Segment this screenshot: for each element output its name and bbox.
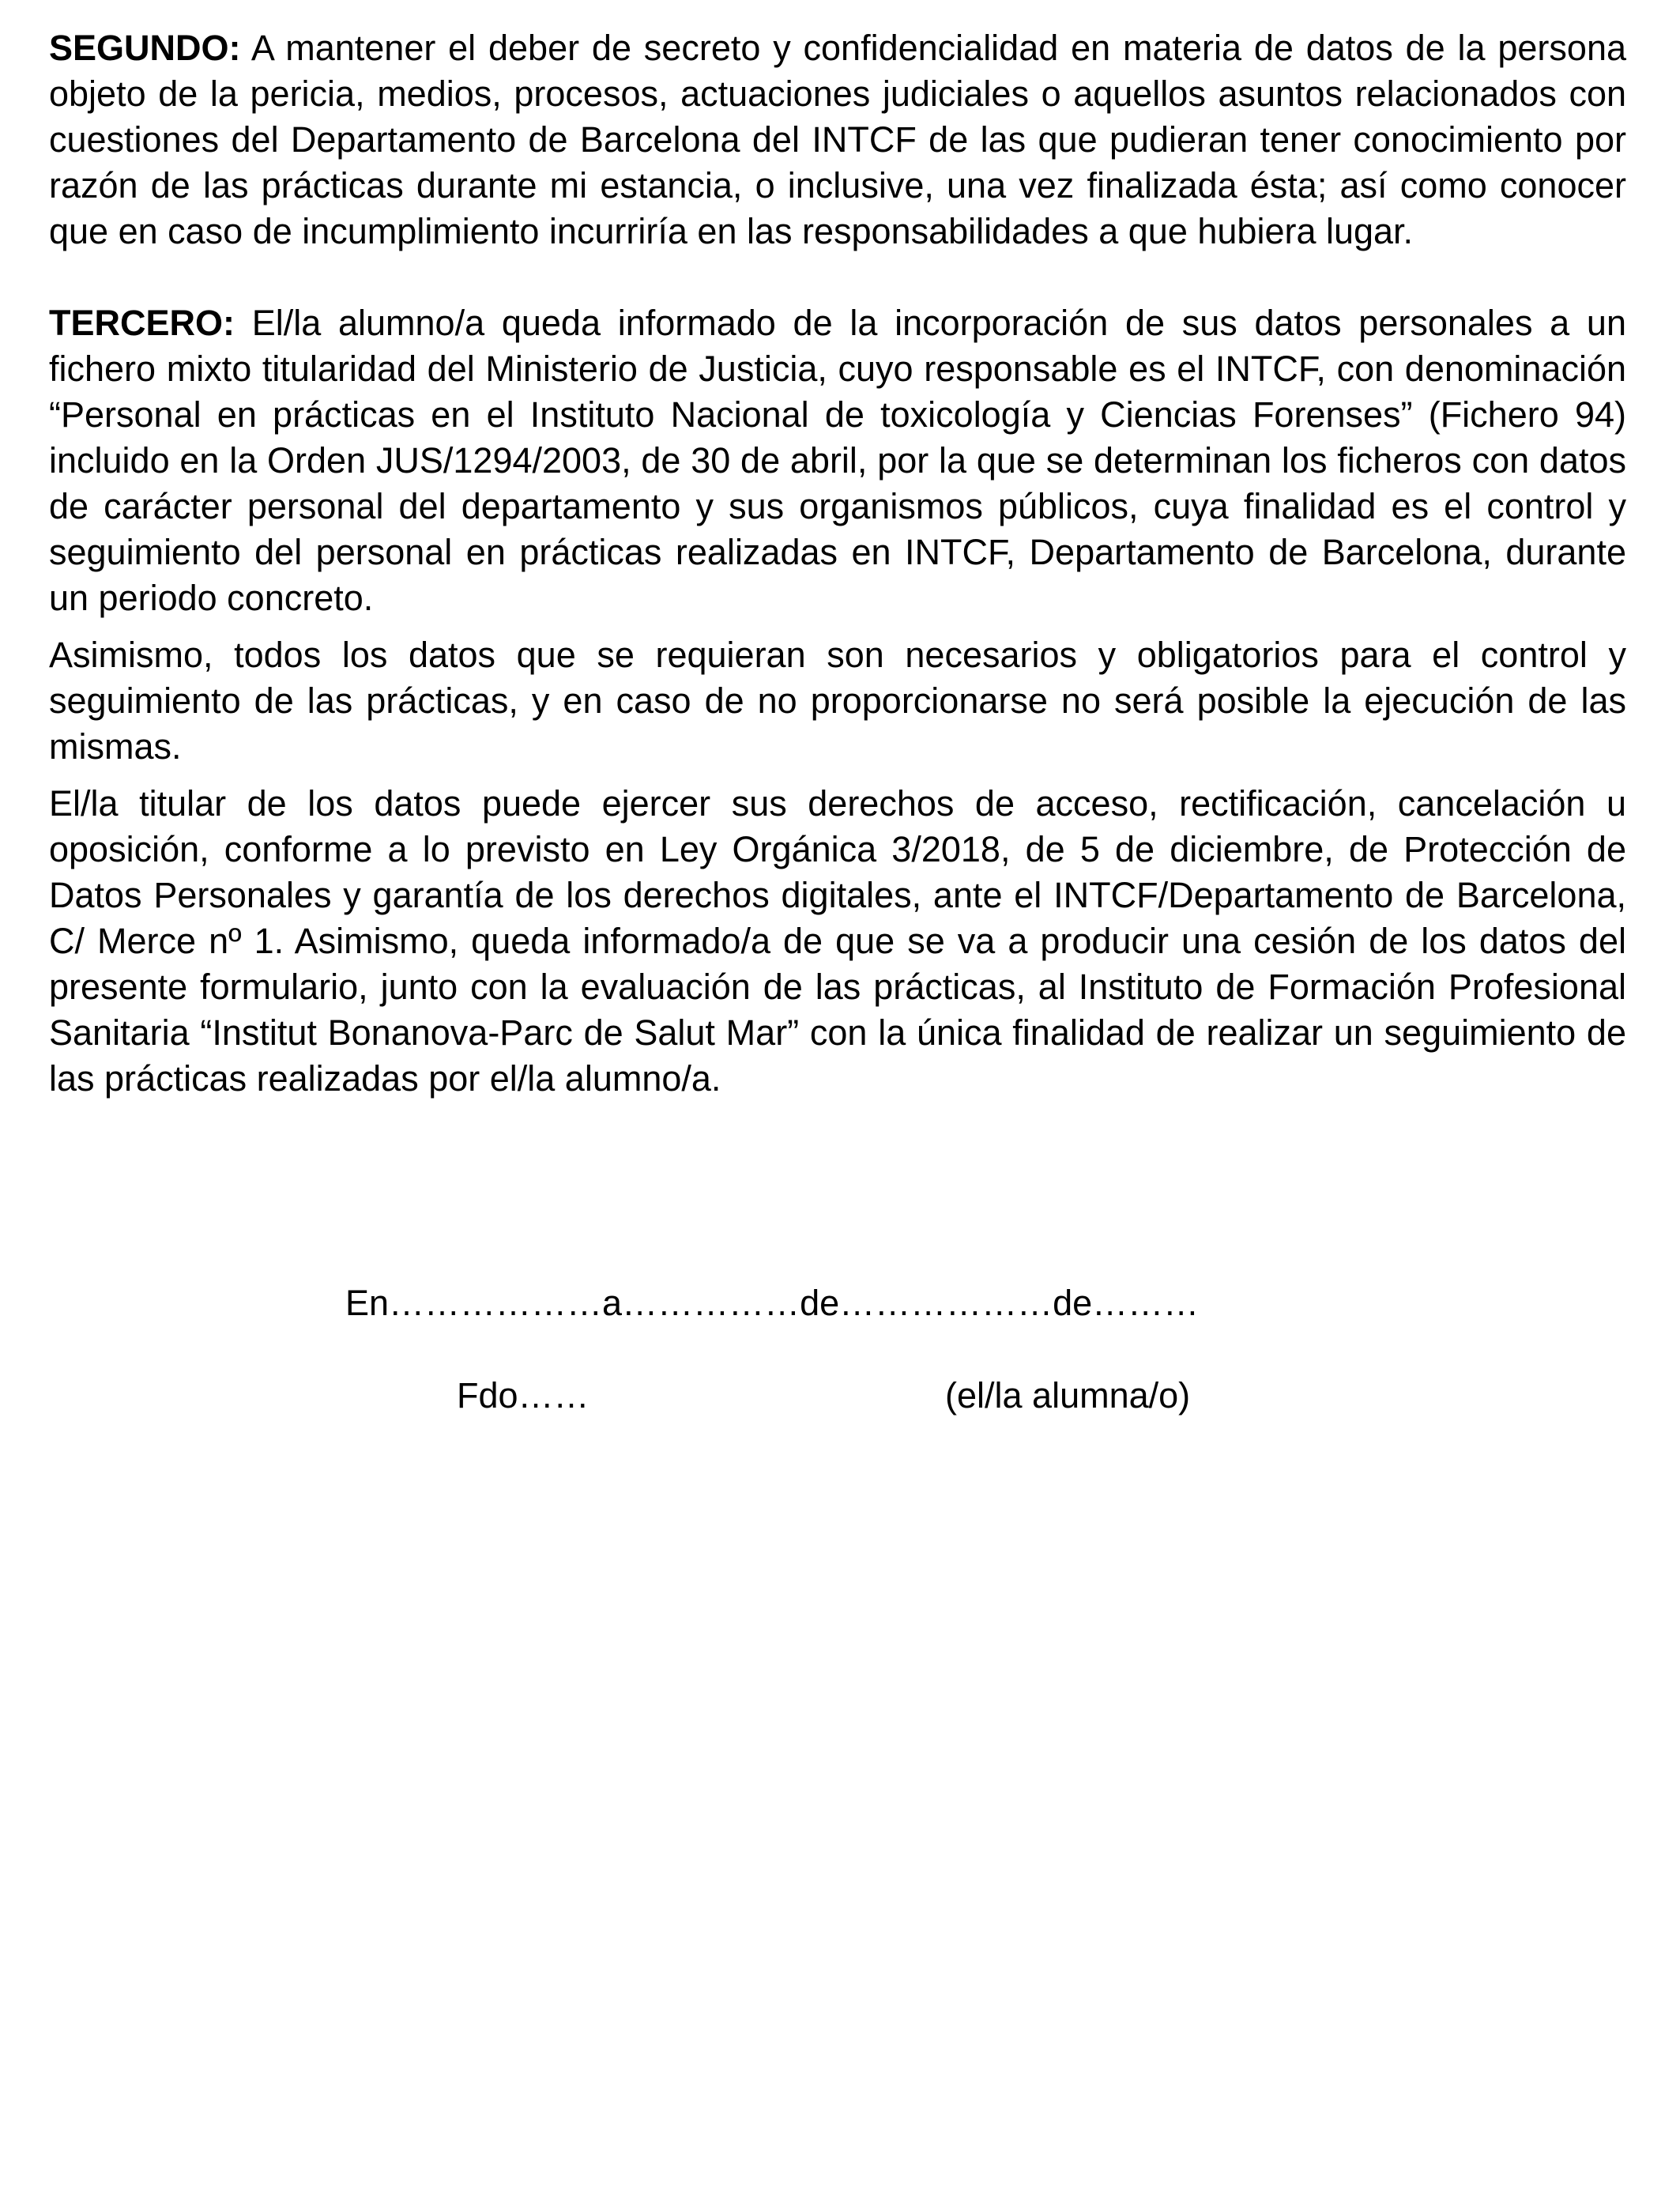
paragraph-asimismo: Asimismo, todos los datos que se requieran son necesarios y obligatorios para el control y seguimiento de las prácticas, y en caso de no proporcionarse no será posible la ejecución de las mismas. (49, 635, 1626, 767)
document-body (49, 25, 1626, 1102)
paragraph-titular-derechos: El/la titular de los datos puede ejercer sus derechos de acceso, rectificación, cancelación u oposición, conforme a lo previsto en Ley Orgánica 3/2018, de 5 de diciembre, de Protección de Datos Personales y garantía de los derechos digitales, ante el INTCF/Departamento de Barcelona, C/ Merce nº 1. Asimismo, queda informado/a de que se va a producir una cesión de los datos del presente formulario, junto con la evaluación de las prácticas, al Instituto de Formación Profesional Sanitaria “Institut Bonanova-Parc de Salut Mar” con la única finalidad de realizar un seguimiento de las prácticas realizadas por el/la alumno/a. (49, 783, 1626, 1099)
signature-fdo-label: Fdo…… (457, 1375, 590, 1416)
clause-segundo-text: A mantener el deber de secreto y confidencialidad en materia de datos de la persona objeto de la pericia, medios, procesos, actuaciones judiciales o aquellos asuntos relacionados con cuestiones del Departamento de Barcelona del INTCF de las que pudieran tener conocimiento por razón de las prácticas durante mi estancia, o inclusive, una vez finalizada ésta; así como conocer que en caso de incumplimiento incurriría en las responsabilidades a que hubiera lugar. (49, 28, 1626, 251)
signature-date-line: En………………a……………de………………de……… (345, 1283, 1200, 1323)
signer-role-label: (el/la alumna/o) (945, 1375, 1191, 1416)
clause-tercero-heading: TERCERO: (49, 303, 235, 343)
clause-tercero (49, 300, 1626, 621)
clause-segundo (49, 25, 1626, 254)
clause-segundo-heading: SEGUNDO: (49, 28, 241, 68)
clause-tercero-text: El/la alumno/a queda informado de la incorporación de sus datos personales a un fichero mixto titularidad del Ministerio de Justicia, cuyo responsable es el INTCF, con denominación “Personal en prácticas en el Instituto Nacional de toxicología y Ciencias Forenses” (Fichero 94) incluido en la Orden JUS/1294/2003, de 30 de abril, por la que se determinan los ficheros con datos de carácter personal del departamento y sus organismos públicos, cuya finalidad es el control y seguimiento del personal en prácticas realizadas en INTCF, Departamento de Barcelona, durante un periodo concreto. (49, 303, 1626, 618)
